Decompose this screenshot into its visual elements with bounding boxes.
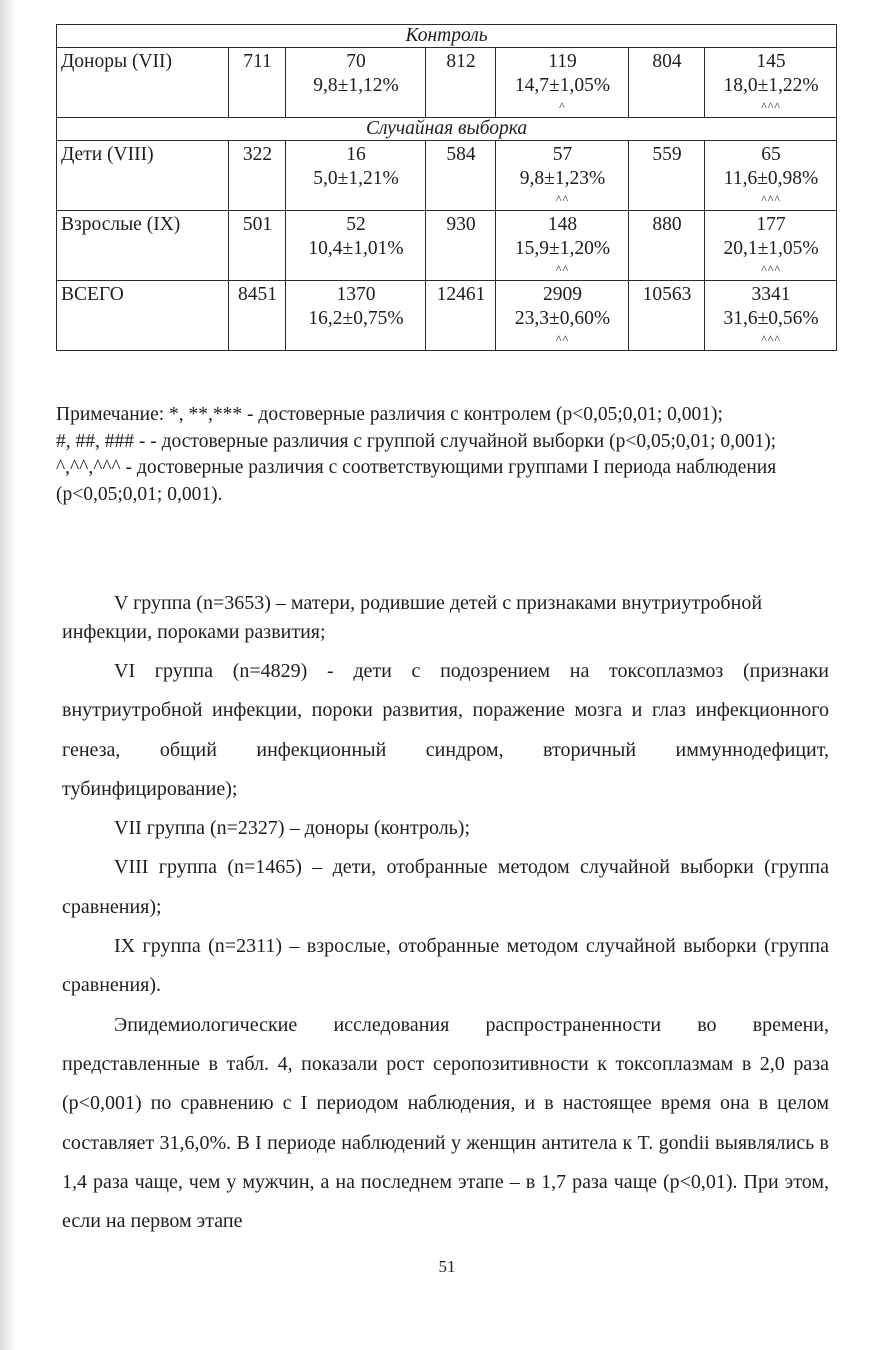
cell-n2: 812 [426, 48, 496, 118]
cell-result3: 145 18,0±1,22% ^^^ [705, 48, 837, 118]
table-row [57, 48, 837, 118]
cell-n1: 501 [229, 211, 286, 281]
cell-result1: 16 5,0±1,21% [286, 141, 426, 211]
table-row-total [57, 281, 837, 351]
cell-n1: 711 [229, 48, 286, 118]
scan-edge-shadow [0, 0, 16, 1350]
cell-result1: 70 9,8±1,12% [286, 48, 426, 118]
table-row [57, 141, 837, 211]
table-notes [56, 402, 846, 508]
cell-result3: 65 11,6±0,98% ^^^ [705, 141, 837, 211]
section-header-random-sample [57, 118, 837, 141]
cell-result2: 119 14,7±1,05% ^ [496, 48, 629, 118]
main-text [62, 589, 829, 1241]
cell-result1: 52 10,4±1,01% [286, 211, 426, 281]
cell-n3: 10563 [629, 281, 705, 351]
results-table [56, 24, 837, 351]
note-first-period: ^,^^,^^^ - достоверные различия с соответствующими группами I периода наблюдения (р<0,05;0,01; 0,001). [56, 457, 777, 505]
note-control: Примечание: *, **,*** - достоверные различия с контролем (р<0,05;0,01; 0,001); [56, 404, 723, 425]
paragraph-group-ix: IX группа (n=2311) – взрослые, отобранные методом случайной выборки (группа сравнения). [62, 935, 829, 997]
cell-n3: 804 [629, 48, 705, 118]
cell-result3: 177 20,1±1,05% ^^^ [705, 211, 837, 281]
row-label: ВСЕГО [57, 281, 229, 351]
row-label: Дети (VIII) [57, 141, 229, 211]
cell-n2: 930 [426, 211, 496, 281]
section-title: Контроль [57, 25, 837, 48]
cell-result2: 2909 23,3±0,60% ^^ [496, 281, 629, 351]
paragraph-epidemiology: Эпидемиологические исследования распространенности во времени, представленные в табл. 4, показали рост серопозитивности к токсоплазмам в 2,0 раза (р<0,001) по сравнению с I периодом наблюдения, и в настоящее время она в целом составляет 31,6,0%. В I периоде наблюдений у женщин антитела к T. gondii выявлялись в 1,4 раза чаще, чем у мужчин, а на последнем этапе – в 1,7 раза чаще (р<0,01). При этом, если на первом этапе [62, 1013, 829, 1233]
section-title: Случайная выборка [57, 118, 837, 141]
page-number: 51 [438, 1257, 456, 1276]
cell-n3: 880 [629, 211, 705, 281]
section-header-control [57, 25, 837, 48]
cell-n2: 584 [426, 141, 496, 211]
note-random-sample: #, ##, ### - - достоверные различия с группой случайной выборки (р<0,05;0,01; 0,001); [56, 430, 777, 452]
cell-result1: 1370 16,2±0,75% [286, 281, 426, 351]
table-row [57, 211, 837, 281]
paragraph-group-vii: VII группа (n=2327) – доноры (контроль); [114, 817, 471, 840]
paragraph-group-v: V группа (n=3653) – матери, родившие детей с признаками внутриутробной инфекции, пороками развития; [62, 592, 763, 643]
cell-n3: 559 [629, 141, 705, 211]
cell-result2: 57 9,8±1,23% ^^ [496, 141, 629, 211]
cell-n2: 12461 [426, 281, 496, 351]
cell-n1: 322 [229, 141, 286, 211]
row-label: Взрослые (IX) [57, 211, 229, 281]
cell-n1: 8451 [229, 281, 286, 351]
cell-result3: 3341 31,6±0,56% ^^^ [705, 281, 837, 351]
cell-result2: 148 15,9±1,20% ^^ [496, 211, 629, 281]
row-label: Доноры (VII) [57, 48, 229, 118]
paragraph-group-viii: VIII группа (n=1465) – дети, отобранные методом случайной выборки (группа сравнения); [62, 856, 829, 918]
paragraph-group-vi: VI группа (n=4829) - дети с подозрением на токсоплазмоз (признаки внутриутробной инфекции, пороки развития, поражение мозга и глаз инфекционного генеза, общий инфекционный синдром, вторичный иммуннодефицит, тубинфицирование); [62, 660, 829, 800]
